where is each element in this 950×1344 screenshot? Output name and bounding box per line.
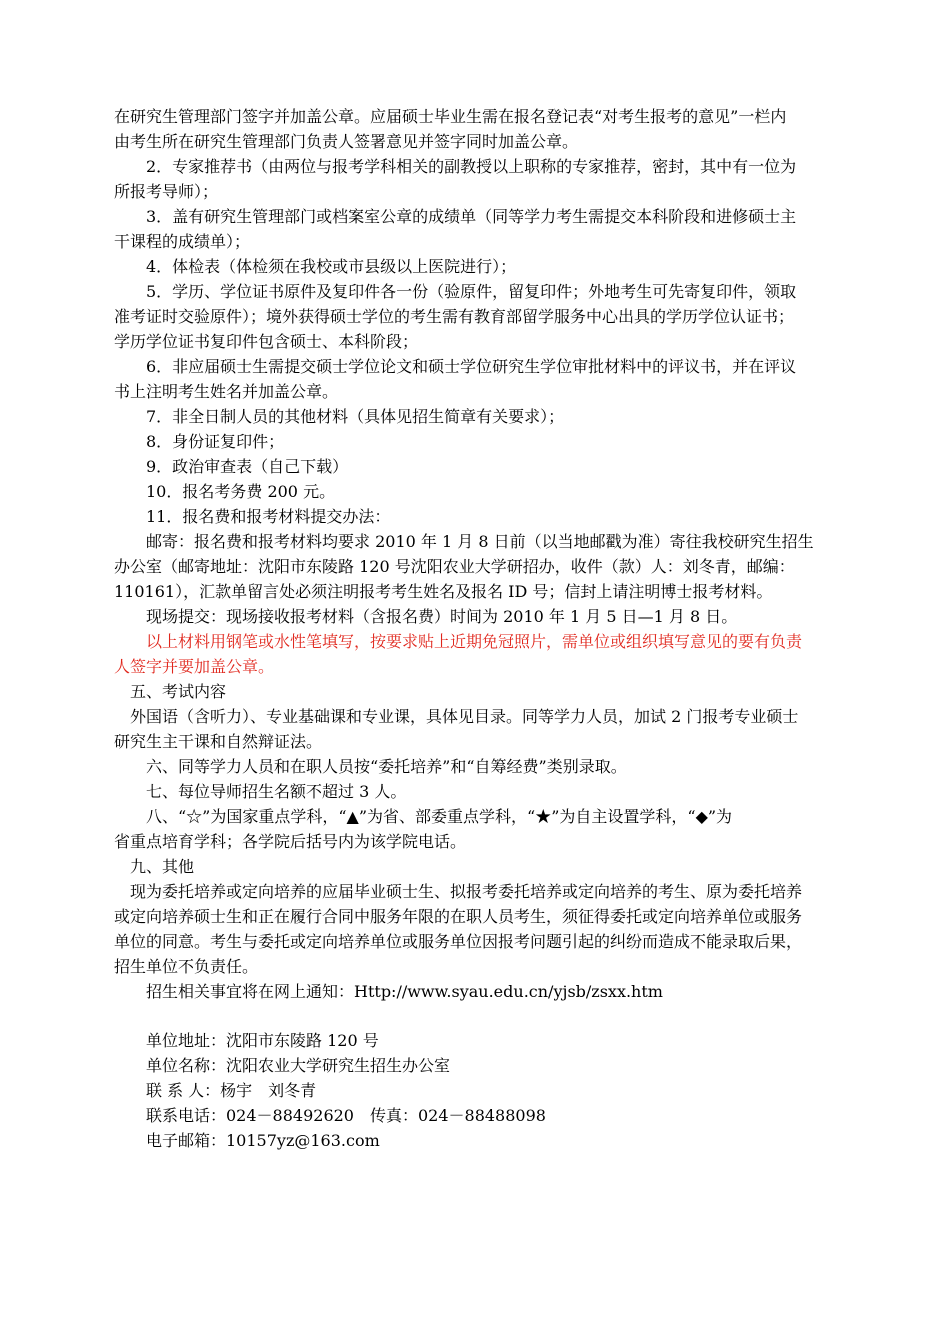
text-line: 单位名称：沈阳农业大学研究生招生办公室 — [146, 1056, 451, 1075]
text-line: 省重点培育学科；各学院后括号内为该学院电话。 — [114, 832, 467, 851]
text-line: 8．身份证复印件； — [146, 432, 285, 451]
text-line: 4．体检表（体检须在我校或市县级以上医院进行）； — [146, 257, 517, 276]
text-line: 单位的同意。考生与委托或定向培养单位或服务单位因报考问题引起的纠纷而造成不能录取后果， — [114, 932, 803, 951]
text-line: 招生相关事宜将在网上通知：Http://www.syau.edu.cn/yjsb/zsxx.htm — [146, 982, 663, 1001]
text-line: 6．非应届硕士生需提交硕士学位论文和硕士学位研究生学位审批材料中的评议书，并在评议 — [146, 357, 797, 376]
text-line: 招生单位不负责任。 — [114, 957, 259, 976]
text-line: 五、考试内容 — [130, 682, 227, 701]
text-line: 现场提交：现场接收报考材料（含报名费）时间为 2010 年 1 月 5 日—1 月 8 日。 — [146, 607, 738, 626]
text-line: 研究生主干课和自然辩证法。 — [114, 732, 323, 751]
text-line: 9．政治审查表（自己下载） — [146, 457, 349, 476]
text-line: 电子邮箱：10157yz@163.com — [146, 1131, 380, 1150]
text-line: 2．专家推荐书（由两位与报考学科相关的副教授以上职称的专家推荐，密封，其中有一位为 — [146, 157, 797, 176]
text-line: 在研究生管理部门签字并加盖公章。应届硕士毕业生需在报名登记表“对考生报考的意见”一栏内 — [114, 107, 787, 126]
text-line: 联系电话：024－88492620 传真：024－88488098 — [146, 1106, 546, 1125]
text-line: 10．报名考务费 200 元。 — [146, 482, 336, 501]
text-line: 联 系 人：杨宇 刘冬青 — [146, 1081, 317, 1100]
text-line: 5．学历、学位证书原件及复印件各一份（验原件，留复印件；外地考生可先寄复印件，领取 — [146, 282, 797, 301]
text-line: 11．报名费和报考材料提交办法： — [146, 507, 391, 526]
text-line: 人签字并要加盖公章。 — [114, 657, 275, 676]
text-line: 由考生所在研究生管理部门负责人签署意见并签字同时加盖公章。 — [114, 132, 579, 151]
text-line: 准考证时交验原件）；境外获得硕士学位的考生需有教育部留学服务中心出具的学历学位认证书； — [114, 307, 795, 326]
text-line: 邮寄：报名费和报考材料均要求 2010 年 1 月 8 日前（以当地邮戳为准）寄往我校研究生招生 — [146, 532, 814, 551]
text-line: 以上材料用钢笔或水性笔填写，按要求贴上近期免冠照片，需单位或组织填写意见的要有负责 — [146, 632, 803, 651]
text-line: 干课程的成绩单）； — [114, 232, 251, 251]
text-line: 六、同等学力人员和在职人员按“委托培养”和“自筹经费”类别录取。 — [146, 757, 627, 776]
text-line: 九、其他 — [130, 857, 195, 876]
text-line: 7．非全日制人员的其他材料（具体见招生简章有关要求）； — [146, 407, 565, 426]
text-line: 单位地址：沈阳市东陵路 120 号 — [146, 1031, 379, 1050]
text-line: 八、“☆”为国家重点学科，“▲”为省、部委重点学科，“★”为自主设置学科，“◆”为 — [146, 807, 733, 826]
text-line: 所报考导师）； — [114, 182, 219, 201]
text-line: 学历学位证书复印件包含硕士、本科阶段； — [114, 332, 419, 351]
text-line: 现为委托培养或定向培养的应届毕业硕士生、拟报考委托培养或定向培养的考生、原为委托培养 — [130, 882, 803, 901]
text-line: 或定向培养硕士生和正在履行合同中服务年限的在职人员考生，须征得委托或定向培养单位或服务 — [114, 907, 803, 926]
text-line: 110161），汇款单留言处必须注明报考考生姓名及报名 ID 号；信封上请注明博士报考材料。 — [114, 582, 773, 601]
text-line: 3．盖有研究生管理部门或档案室公章的成绩单（同等学力考生需提交本科阶段和进修硕士主 — [146, 207, 797, 226]
text-line: 书上注明考生姓名并加盖公章。 — [114, 382, 339, 401]
text-line: 七、每位导师招生名额不超过 3 人。 — [146, 782, 407, 801]
text-line: 办公室（邮寄地址：沈阳市东陵路 120 号沈阳农业大学研招办，收件（款）人：刘冬青，邮编： — [114, 557, 795, 576]
text-line: 外国语（含听力）、专业基础课和专业课，具体见目录。同等学力人员，加试 2 门报考专业硕士 — [130, 707, 799, 726]
